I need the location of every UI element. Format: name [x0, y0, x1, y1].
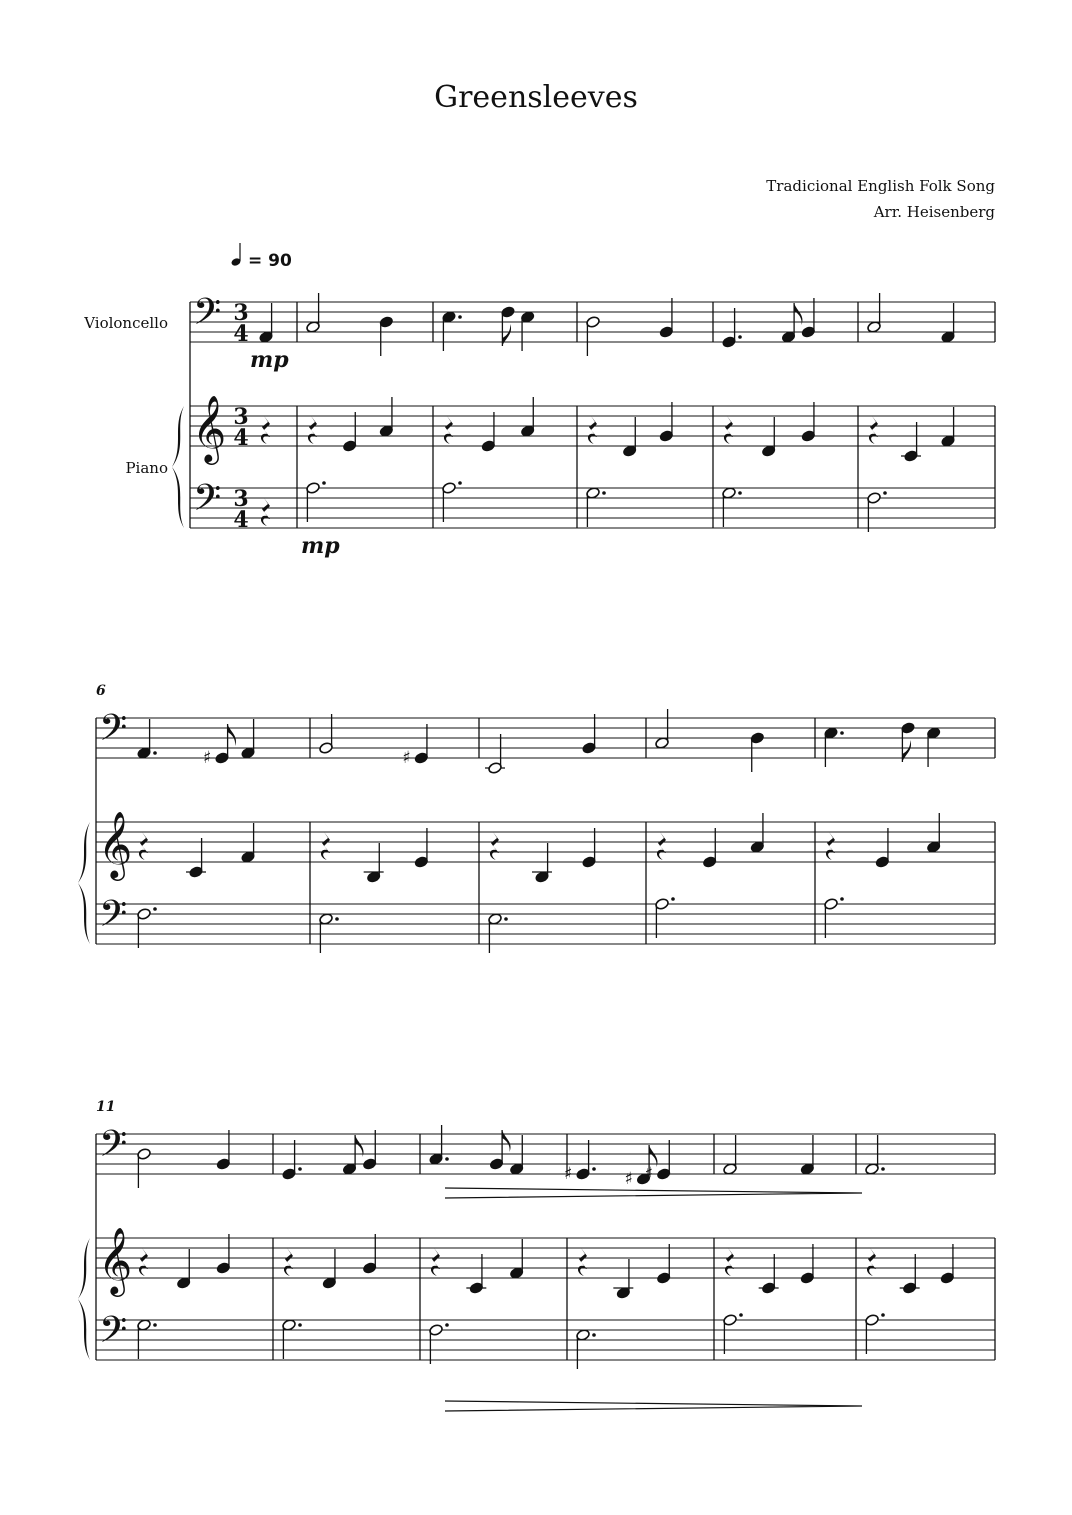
note [322, 1249, 337, 1289]
note [362, 1130, 377, 1170]
note [824, 897, 844, 938]
note [379, 316, 394, 356]
note [582, 714, 597, 754]
note [865, 1313, 885, 1354]
note [586, 487, 606, 527]
bass-clef-icon: 𝄢 [193, 291, 222, 342]
treble-clef-icon: 𝄞 [98, 810, 133, 878]
augmentation-dot [840, 897, 844, 901]
note [520, 311, 535, 351]
note [655, 897, 675, 938]
note [900, 1254, 920, 1294]
note [137, 1148, 152, 1188]
note [800, 1244, 815, 1284]
augmentation-dot [298, 1323, 302, 1327]
note [865, 1135, 885, 1175]
quarter-rest [578, 1248, 587, 1276]
piano-treble-staff [96, 1238, 995, 1278]
augmentation-dot [153, 907, 157, 911]
augmentation-dot [738, 335, 742, 339]
note [659, 298, 674, 338]
decrescendo-hairpin [445, 1188, 862, 1198]
quarter-rest [139, 1248, 148, 1276]
note [442, 311, 462, 351]
composer-credit: Tradicional English Folk Song [766, 177, 995, 195]
note [362, 1234, 377, 1274]
quarter-rest [321, 832, 330, 860]
note [722, 487, 742, 527]
note [485, 734, 505, 774]
note [941, 407, 956, 447]
instrument-name-piano: Piano [125, 459, 168, 477]
note [926, 727, 941, 767]
note [137, 907, 157, 948]
augmentation-dot [738, 491, 742, 495]
quarter-rest [724, 416, 733, 444]
note [926, 813, 941, 853]
note [824, 727, 844, 767]
note [186, 838, 206, 878]
sharp-accidental: ♯ [644, 1164, 653, 1184]
bass-clef-icon: 𝄢 [99, 893, 128, 944]
note [801, 298, 816, 338]
note [319, 913, 339, 953]
arranger-credit: Arr. Heisenberg [873, 203, 995, 221]
quarter-rest [725, 1248, 734, 1276]
augmentation-dot [602, 491, 606, 495]
quarter-rest [588, 416, 597, 444]
note [576, 1329, 596, 1369]
quarter-rest [869, 416, 878, 444]
note [137, 719, 157, 759]
note [867, 491, 887, 532]
sharp-accidental: ♯ [624, 1169, 633, 1189]
note [532, 843, 552, 883]
augmentation-dot [458, 481, 462, 485]
quarter-rest [657, 832, 666, 860]
augmentation-dot [739, 1313, 743, 1317]
eighth-flag [228, 724, 236, 746]
quarter-rest [444, 416, 453, 444]
note [659, 402, 674, 442]
time-signature-bottom: 4 [233, 507, 249, 533]
bass-clef-icon: 𝄢 [99, 1309, 128, 1360]
augmentation-dot [592, 1167, 596, 1171]
note [867, 293, 882, 333]
note [901, 422, 921, 462]
note [875, 828, 890, 868]
note [442, 481, 462, 522]
note [216, 1234, 231, 1274]
note [723, 1313, 743, 1354]
augmentation-dot [881, 1167, 885, 1171]
sharp-accidental: ♯ [402, 748, 411, 768]
note [241, 823, 256, 863]
augmentation-dot [881, 1313, 885, 1317]
note [761, 417, 776, 457]
note [342, 412, 357, 452]
piano-brace [172, 406, 184, 528]
note [702, 828, 717, 868]
eighth-flag [902, 740, 911, 762]
bass-clef-icon: 𝄢 [193, 477, 222, 528]
note [656, 1244, 671, 1284]
note [509, 1239, 524, 1279]
note [622, 417, 637, 457]
note [520, 397, 535, 437]
decrescendo-hairpin [445, 1401, 862, 1411]
time-signature-bottom: 4 [233, 425, 249, 451]
piano-bass-staff [96, 1320, 995, 1360]
augmentation-dot [883, 491, 887, 495]
augmentation-dot [153, 751, 157, 755]
dynamic-marking: mp [250, 347, 289, 373]
augmentation-dot [335, 917, 339, 921]
note [759, 1254, 779, 1294]
piano-brace [78, 822, 90, 944]
note [723, 1135, 738, 1175]
eighth-flag [502, 324, 511, 346]
augmentation-dot [671, 897, 675, 901]
note [429, 1125, 449, 1165]
augmentation-dot [298, 1167, 302, 1171]
note [750, 732, 765, 772]
quarter-rest [431, 1248, 440, 1276]
note [501, 306, 516, 346]
piano-bass-staff [96, 904, 995, 944]
measure-number: 11 [96, 1099, 116, 1115]
dynamic-marking: mp [301, 533, 340, 559]
treble-clef-icon: 𝄞 [98, 1226, 133, 1294]
score-title: Greensleeves [434, 80, 638, 115]
note [176, 1249, 191, 1289]
bass-clef-icon: 𝄢 [99, 1123, 128, 1174]
hairpin-line [445, 1188, 862, 1198]
note [750, 813, 765, 853]
measure-number: 6 [96, 683, 106, 699]
note [342, 1135, 363, 1175]
quarter-rest [826, 832, 835, 860]
sharp-accidental: ♯ [203, 748, 212, 768]
tempo-bpm: = 90 [248, 251, 292, 271]
note [941, 303, 956, 343]
note [940, 1244, 955, 1284]
note [582, 828, 597, 868]
time-signature-top: 3 [233, 300, 249, 326]
quarter-rest [139, 832, 148, 860]
note [216, 1130, 231, 1170]
treble-clef-icon: 𝄞 [192, 394, 227, 462]
note [306, 481, 326, 522]
augmentation-dot [445, 1323, 449, 1327]
time-signature-top: 3 [233, 404, 249, 430]
piano-treble-staff [96, 822, 995, 862]
quarter-rest [261, 416, 270, 444]
note [509, 1135, 524, 1175]
instrument-name-cello: Violoncello [84, 314, 168, 332]
quarter-rest [261, 498, 270, 526]
cello-staff [96, 718, 995, 758]
note [414, 724, 429, 764]
augmentation-dot [445, 1157, 449, 1161]
note [656, 1140, 671, 1180]
note [379, 397, 394, 437]
note [364, 843, 384, 883]
note [241, 719, 256, 759]
note [429, 1323, 449, 1364]
note [481, 412, 496, 452]
note [282, 1319, 302, 1359]
note [781, 303, 802, 343]
hairpin-line [445, 1401, 862, 1411]
note [466, 1254, 486, 1294]
note [586, 316, 601, 356]
augmentation-dot [592, 1333, 596, 1337]
augmentation-dot [322, 481, 326, 485]
eighth-flag [502, 1130, 510, 1152]
note [306, 293, 321, 333]
augmentation-dot [840, 731, 844, 735]
augmentation-dot [458, 315, 462, 319]
quarter-rest [490, 832, 499, 860]
augmentation-dot [153, 1323, 157, 1327]
piano-brace [78, 1238, 90, 1360]
bass-clef-icon: 𝄢 [99, 707, 128, 758]
quarter-rest [308, 416, 317, 444]
note [414, 828, 429, 868]
time-signature-top: 3 [233, 486, 249, 512]
note [613, 1259, 633, 1299]
augmentation-dot [504, 917, 508, 921]
quarter-rest [284, 1248, 293, 1276]
note [488, 913, 508, 953]
note [137, 1319, 157, 1359]
note [901, 722, 916, 762]
note [655, 709, 670, 749]
note [319, 714, 334, 754]
note [259, 303, 274, 343]
cello-staff [96, 1134, 995, 1174]
quarter-rest [867, 1248, 876, 1276]
sharp-accidental: ♯ [564, 1164, 573, 1184]
time-signature-bottom: 4 [233, 321, 249, 347]
note [800, 1135, 815, 1175]
note [801, 402, 816, 442]
